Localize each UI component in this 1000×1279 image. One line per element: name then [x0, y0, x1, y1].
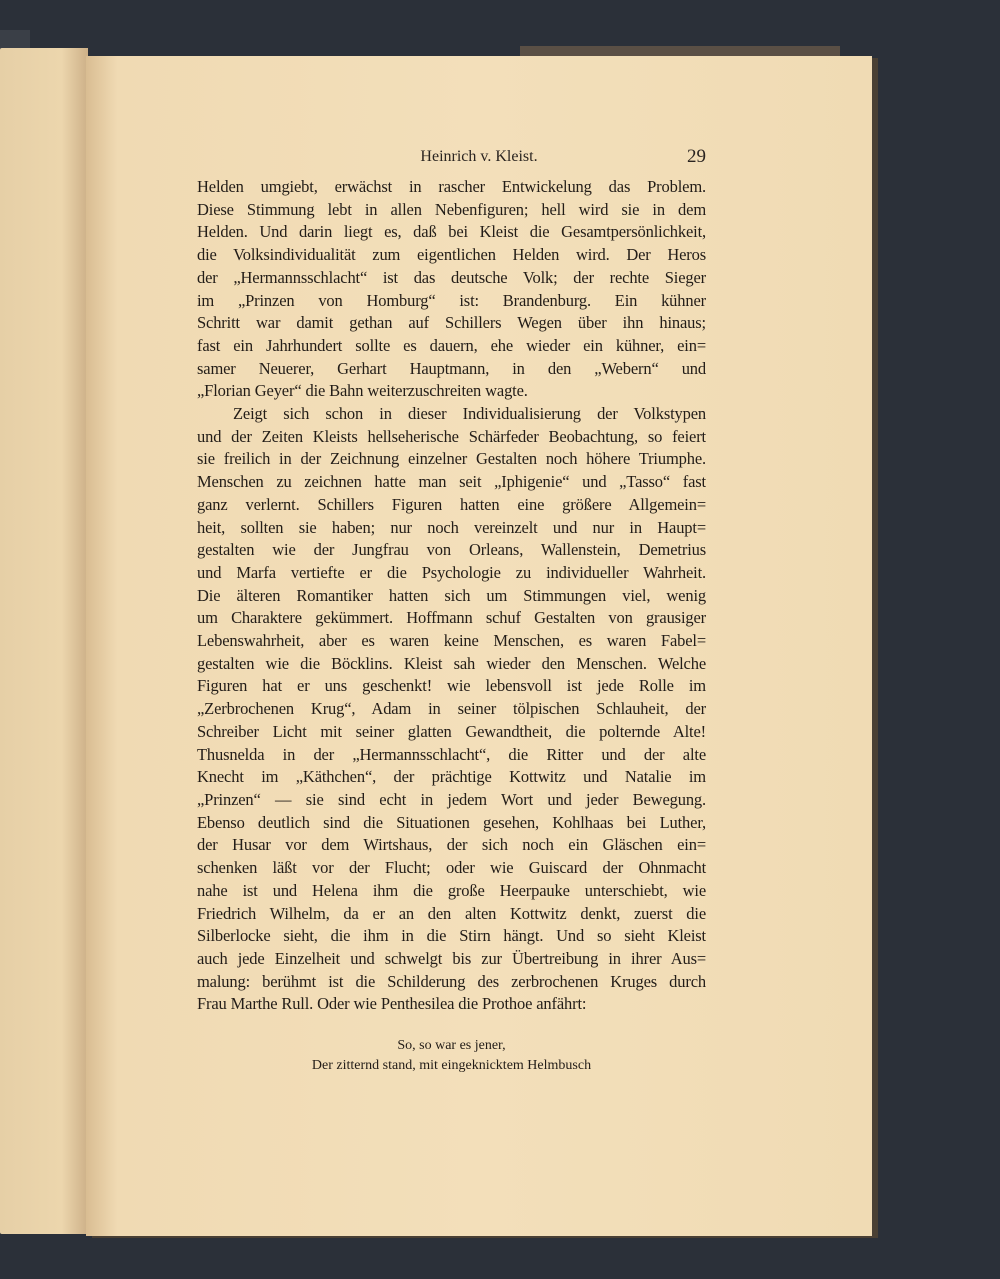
text-line: malung: berühmt ist die Schilderung des zerbrochenen Kruges durch [197, 971, 706, 991]
text-line: auch jede Einzelheit und schwelgt bis zur Übertreibung in ihrer Aus= [197, 948, 706, 968]
running-head: Heinrich v. Kleist. [420, 148, 538, 165]
verse-line: So, so war es jener, [397, 1038, 506, 1054]
text-line: ganz verlernt. Schillers Figuren hatten eine größere Allgemein= [197, 494, 706, 514]
text-line: „Zerbrochenen Krug“, Adam in seiner tölpischen Schlauheit, der [197, 699, 706, 719]
text-line: schenken läßt vor der Flucht; oder wie Guiscard der Ohnmacht [197, 858, 706, 878]
verse-quote [197, 1036, 706, 1076]
text-line: Ebenso deutlich sind die Situationen gesehen, Kohlhaas bei Luther, [197, 812, 706, 832]
text-line: Friedrich Wilhelm, da er an den alten Kottwitz denkt, zuerst die [197, 903, 706, 923]
text-line: Diese Stimmung lebt in allen Nebenfiguren; hell wird sie in dem [197, 199, 706, 219]
text-line: Figuren hat er uns geschenkt! wie lebensvoll ist jede Rolle im [197, 676, 706, 696]
text-line: nahe ist und Helena ihm die große Heerpauke unterschiebt, wie [197, 880, 706, 900]
text-line: Frau Marthe Rull. Oder wie Penthesilea die Prothoe anfährt: [197, 994, 587, 1014]
text-line: gestalten wie die Böcklins. Kleist sah wieder den Menschen. Welche [197, 653, 706, 673]
text-line: im „Prinzen von Homburg“ ist: Brandenburg. Ein kühner [197, 290, 706, 310]
text-line: um Charaktere gekümmert. Hoffmann schuf Gestalten von grausiger [197, 608, 706, 628]
text-line: Knecht im „Käthchen“, der prächtige Kottwitz und Natalie im [197, 767, 706, 787]
text-line: die Volksindividualität zum eigentlichen Helden wird. Der Heros [197, 245, 706, 265]
text-line: heit, sollten sie haben; nur noch vereinzelt und nur in Haupt= [197, 517, 706, 537]
text-line: Schreiber Licht mit seiner glatten Gewandtheit, die polternde Alte! [197, 721, 706, 741]
text-line: Die älteren Romantiker hatten sich um Stimmungen viel, wenig [197, 585, 706, 605]
text-line: Silberlocke sieht, die ihm in die Stirn hängt. Und so sieht Kleist [197, 926, 706, 946]
text-line: „Prinzen“ — sie sind echt in jedem Wort und jeder Bewegung. [197, 789, 706, 809]
text-line: Menschen zu zeichnen hatte man seit „Iphigenie“ und „Tasso“ fast [197, 472, 706, 492]
text-line: Helden. Und darin liegt es, daß bei Kleist die Gesamtpersönlichkeit, [197, 222, 706, 242]
text-line: der Husar vor dem Wirtshaus, der sich noch ein Gläschen ein= [197, 835, 706, 855]
text-line: „Florian Geyer“ die Bahn weiterzuschreiten wagte. [197, 381, 528, 401]
text-line: sie freilich in der Zeichnung einzelner Gestalten noch höhere Triumphe. [197, 449, 706, 469]
text-block [197, 176, 706, 1076]
text-line: Schritt war damit gethan auf Schillers Wegen über ihn hinaus; [197, 313, 706, 333]
text-line: und Marfa vertiefte er die Psychologie zu individueller Wahrheit. [197, 562, 706, 582]
text-line: Lebenswahrheit, aber es waren keine Menschen, es waren Fabel= [197, 631, 706, 651]
text-line: fast ein Jahrhundert sollte es dauern, ehe wieder ein kühner, ein= [197, 335, 706, 355]
text-line: gestalten wie der Jungfrau von Orleans, Wallenstein, Demetrius [197, 540, 706, 560]
body-text [197, 176, 706, 1016]
text-line: und der Zeiten Kleists hellseherische Schärfeder Beobachtung, so feiert [197, 426, 706, 446]
verse-line: Der zitternd stand, mit eingeknicktem Helmbusch [311, 1058, 592, 1074]
text-line: samer Neuerer, Gerhart Hauptmann, in den „Webern“ und [197, 358, 706, 378]
left-page [0, 48, 88, 1234]
page-number: 29 [687, 146, 706, 167]
text-line: Helden umgiebt, erwächst in rascher Entwickelung das Problem. [197, 177, 706, 196]
text-line: Zeigt sich schon in dieser Individualisierung der Volkstypen [233, 404, 706, 424]
text-line: der „Hermannsschlacht“ ist das deutsche Volk; der rechte Sieger [197, 267, 706, 287]
text-line: Thusnelda in der „Hermannsschlacht“, die Ritter und der alte [197, 744, 706, 764]
